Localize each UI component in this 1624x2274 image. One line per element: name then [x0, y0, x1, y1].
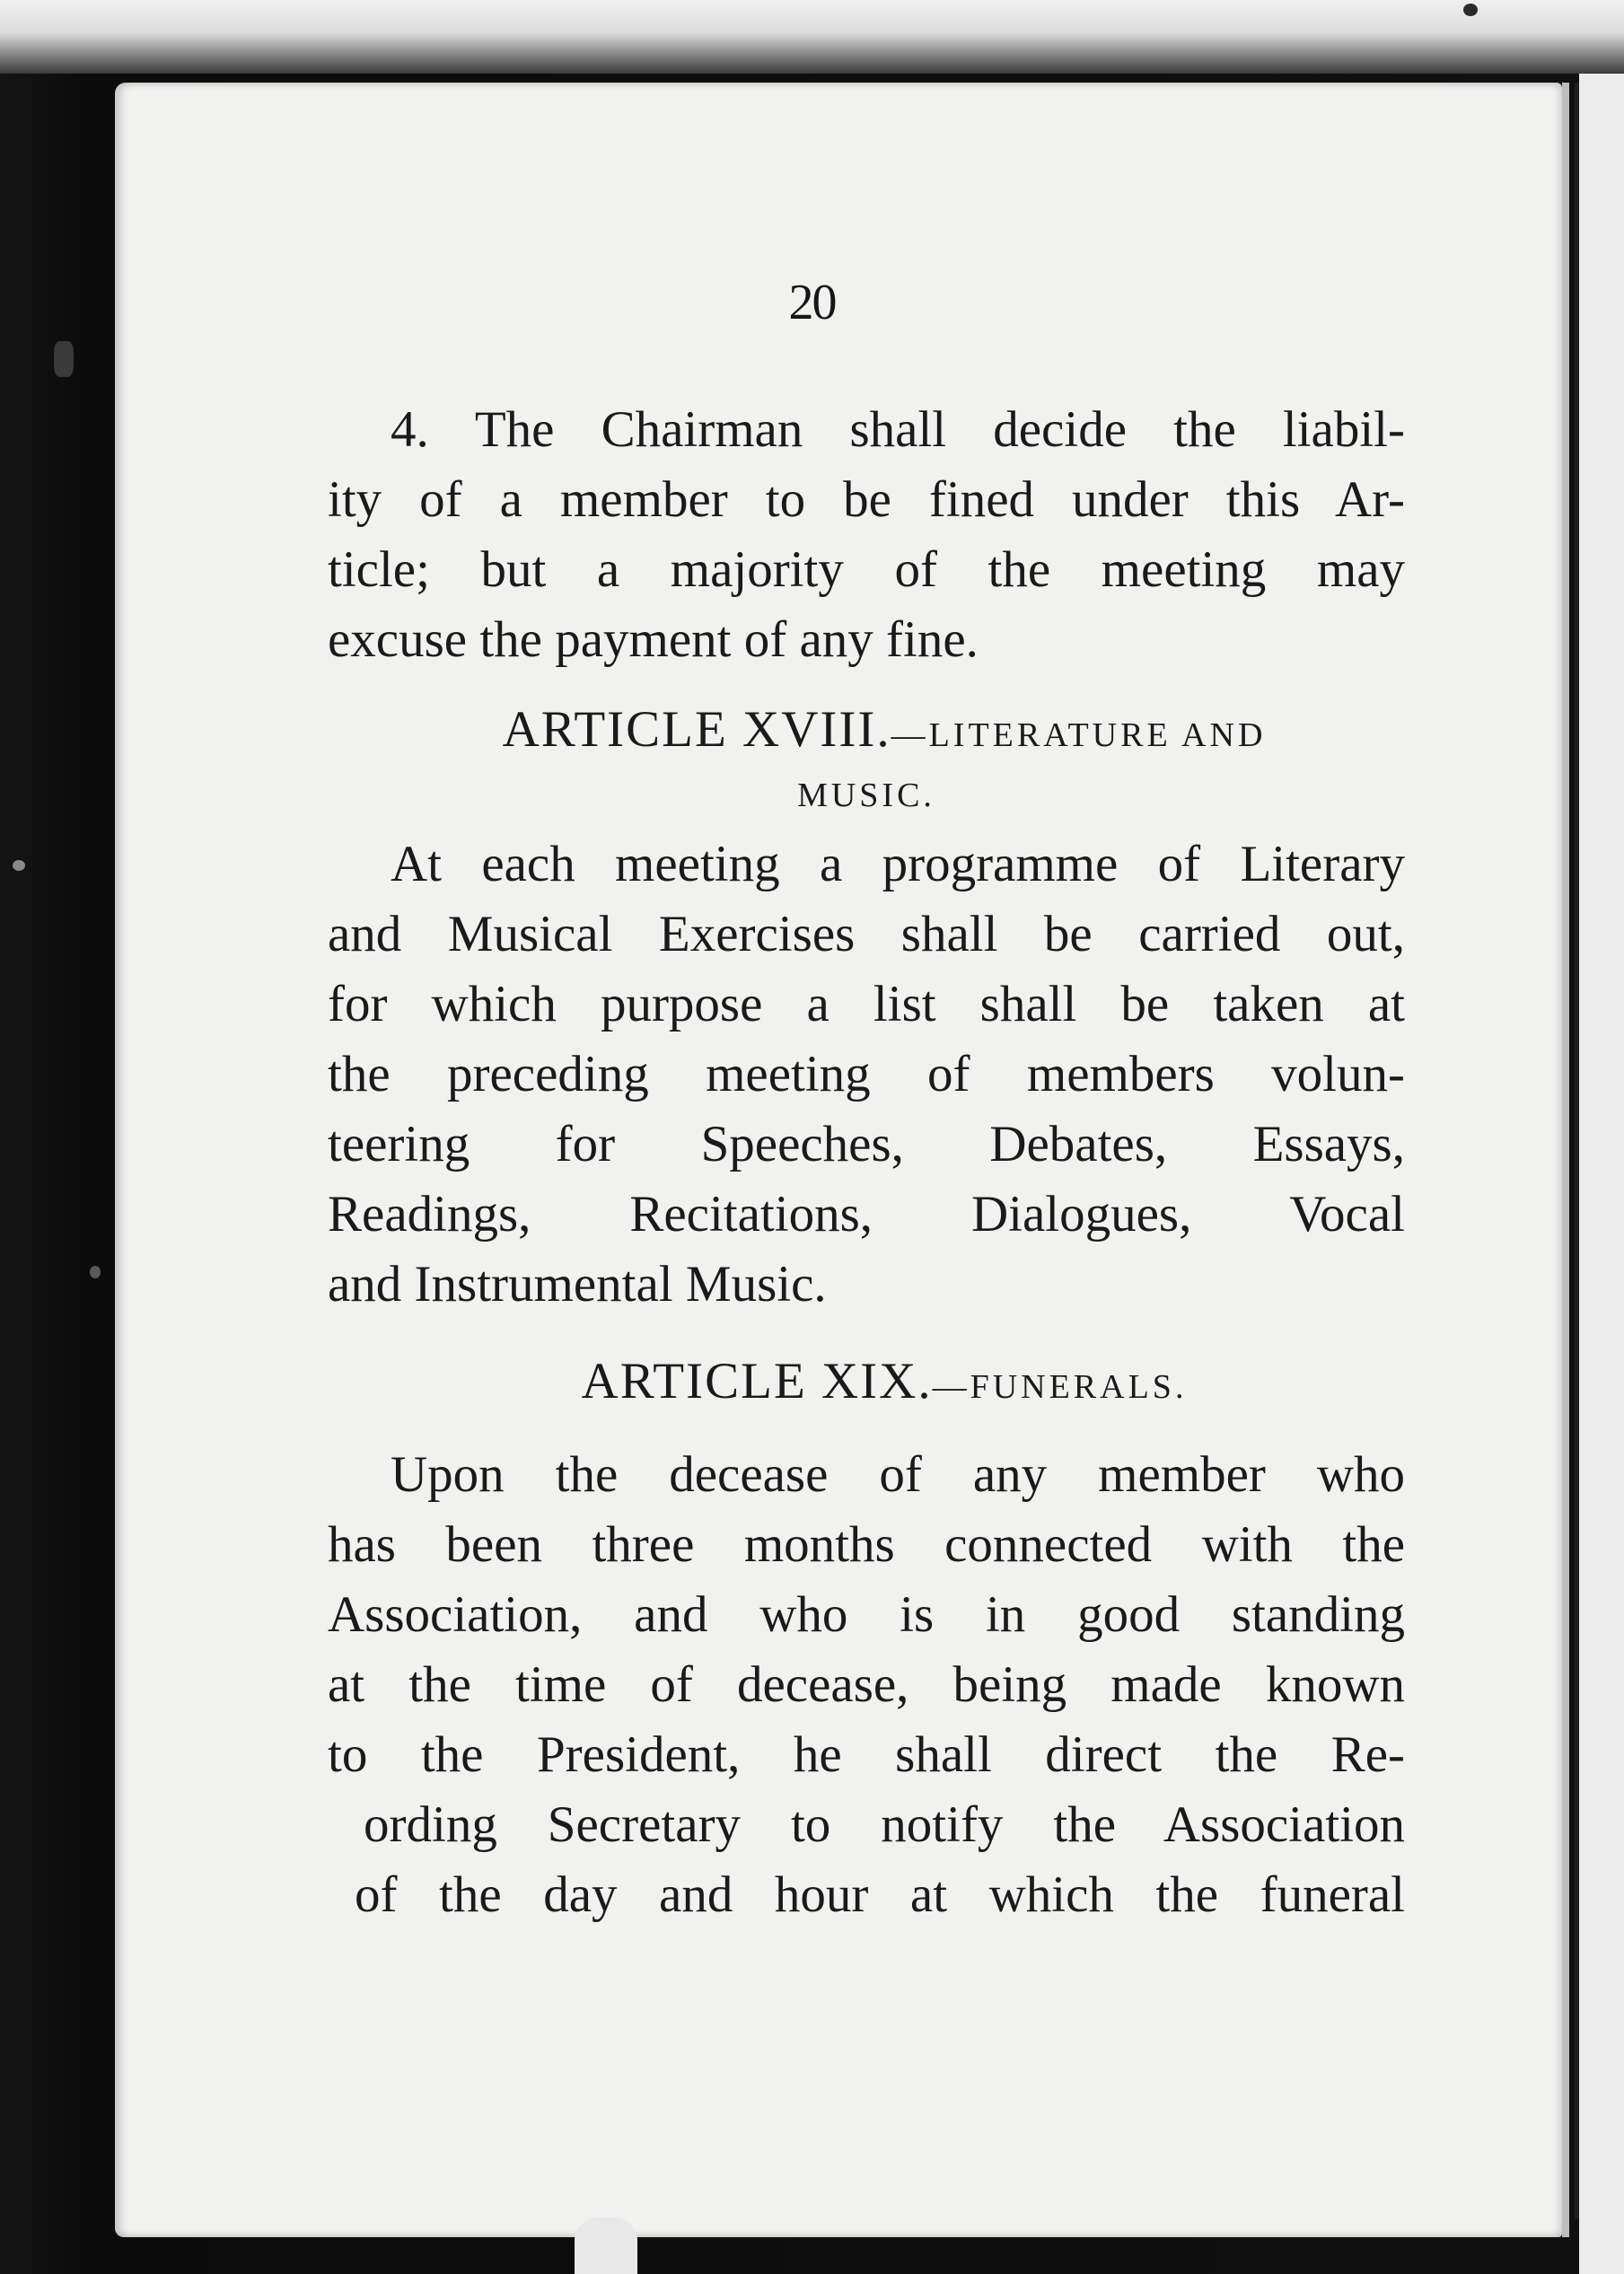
text-line: teering for Speeches, Debates, Essays, — [328, 1116, 1405, 1172]
text-line: ity of a member to be fined under this Ar- — [328, 471, 1405, 528]
article-heading — [328, 695, 1405, 770]
text-line: Association, and who is in good standing — [328, 1586, 1405, 1643]
article-heading-main: ARTICLE XVIII. — [502, 701, 891, 758]
page-number: 20 — [788, 275, 836, 330]
text-line: ticle; but a majority of the meeting may — [328, 541, 1405, 598]
article-heading — [328, 1347, 1405, 1422]
text-line: and Musical Exercises shall be carried out, — [328, 906, 1405, 962]
text-line: has been three months connected with the — [328, 1516, 1405, 1573]
text-line: excuse the payment of any fine. — [328, 611, 979, 668]
text-line: ording Secretary to notify the Association — [364, 1796, 1405, 1853]
scan-speck — [90, 1266, 101, 1278]
article-heading-sub: —LITERATURE AND — [891, 716, 1267, 754]
text-line: Upon the decease of any member who — [391, 1446, 1405, 1503]
text-line: 4. The Chairman shall decide the liabil- — [391, 401, 1405, 458]
scan-speck — [13, 860, 25, 871]
article-heading-sub: —FUNERALS. — [932, 1368, 1188, 1406]
scan-speck — [1463, 4, 1478, 16]
article-heading-sub-continued: MUSIC. — [797, 777, 935, 814]
text-line: and Instrumental Music. — [328, 1256, 827, 1313]
paragraph-literature — [328, 830, 1405, 1320]
text-line: the preceding meeting of members volun- — [328, 1046, 1405, 1102]
scan-top-edge — [0, 0, 1624, 74]
text-line: of the day and hour at which the funeral — [355, 1866, 1405, 1923]
text-line: at the time of decease, being made known — [328, 1656, 1405, 1713]
page-text — [328, 395, 1405, 1930]
scan-speck — [54, 341, 74, 377]
paragraph-funerals — [328, 1440, 1405, 1930]
text-line: for which purpose a list shall be taken at — [328, 976, 1405, 1032]
binding-line — [1575, 83, 1579, 2219]
page-edge — [1562, 83, 1569, 2237]
text-line: to the President, he shall direct the Re- — [328, 1726, 1405, 1783]
scan-right-margin — [1579, 74, 1624, 2274]
paragraph-fines — [328, 395, 1405, 675]
scan-artifact — [575, 2217, 637, 2274]
text-line: At each meeting a programme of Literary — [391, 836, 1405, 892]
text-line: Readings, Recitations, Dialogues, Vocal — [328, 1186, 1405, 1242]
article-heading-main: ARTICLE XIX. — [581, 1353, 933, 1409]
